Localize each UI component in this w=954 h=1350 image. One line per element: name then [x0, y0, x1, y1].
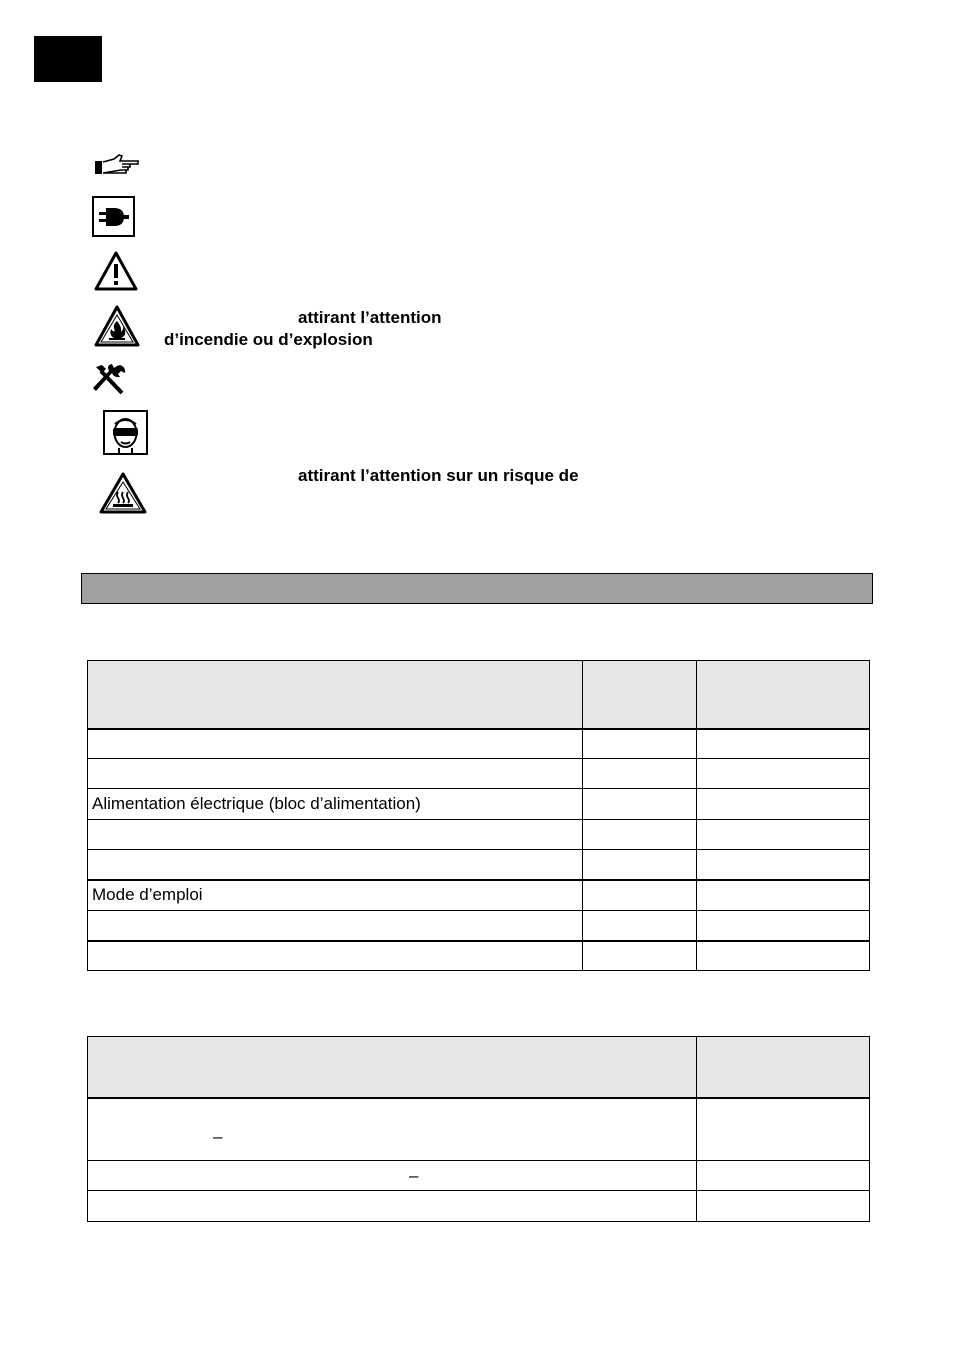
table-row [88, 1098, 870, 1161]
tools-icon [90, 363, 128, 397]
header-cell [697, 661, 870, 729]
table-cell [583, 820, 697, 850]
table-cell: Alimentation électrique (bloc d’alimentation) [88, 789, 583, 820]
power-plug-icon [92, 196, 135, 237]
fire-warning-icon [94, 305, 140, 347]
fire-warning-text-line2: d’incendie ou d’explosion [164, 330, 373, 349]
header-cell [88, 1037, 697, 1098]
table-cell [697, 850, 870, 880]
table-cell [697, 759, 870, 789]
header-cell [583, 661, 697, 729]
table-row [88, 759, 870, 789]
table-cell [88, 911, 583, 941]
header-cell [88, 661, 583, 729]
table-cell: Mode d’emploi [88, 880, 583, 911]
section-heading-bar [81, 573, 873, 604]
safety-goggles-icon [103, 410, 148, 455]
table-cell [88, 1161, 697, 1191]
table-row [88, 941, 870, 971]
table-cell [583, 941, 697, 971]
table-row [88, 729, 870, 759]
table-cell [88, 850, 583, 880]
table-cell [697, 1191, 870, 1222]
pointing-hand-icon [94, 154, 140, 178]
table-cell [88, 1191, 697, 1222]
warning-triangle-icon [94, 251, 138, 291]
table-cell [583, 880, 697, 911]
table-header-row [88, 1037, 870, 1098]
table-cell [583, 789, 697, 820]
table-row [88, 911, 870, 941]
table-cell [88, 729, 583, 759]
table-row [88, 789, 870, 820]
table-row [88, 850, 870, 880]
table-cell [88, 941, 583, 971]
hot-surface-warning-text: attirant l’attention sur un risque de [298, 466, 579, 485]
dash-text: – [409, 1165, 419, 1185]
table-row [88, 820, 870, 850]
header-cell [697, 1037, 870, 1098]
table-cell [697, 729, 870, 759]
table-cell [697, 789, 870, 820]
table-cell [697, 1161, 870, 1191]
fire-warning-text-line1: attirant l’attention [298, 308, 442, 327]
table-header-row [88, 661, 870, 729]
table-cell [583, 911, 697, 941]
table-cell [583, 850, 697, 880]
table-cell [583, 759, 697, 789]
table-cell [697, 941, 870, 971]
dash-text: – [213, 1126, 223, 1146]
table-row [88, 1161, 870, 1191]
table-cell [697, 1098, 870, 1161]
table-cell [583, 729, 697, 759]
table-cell [697, 820, 870, 850]
hot-surface-warning-icon [99, 472, 147, 514]
contents-table [87, 660, 870, 971]
table-cell [697, 880, 870, 911]
page-language-tab [34, 36, 102, 82]
specifications-table [87, 1036, 870, 1222]
table-row [88, 1191, 870, 1222]
table-cell [88, 759, 583, 789]
table-cell [697, 911, 870, 941]
table-cell [88, 820, 583, 850]
table-row [88, 880, 870, 911]
table-cell [88, 1098, 697, 1161]
